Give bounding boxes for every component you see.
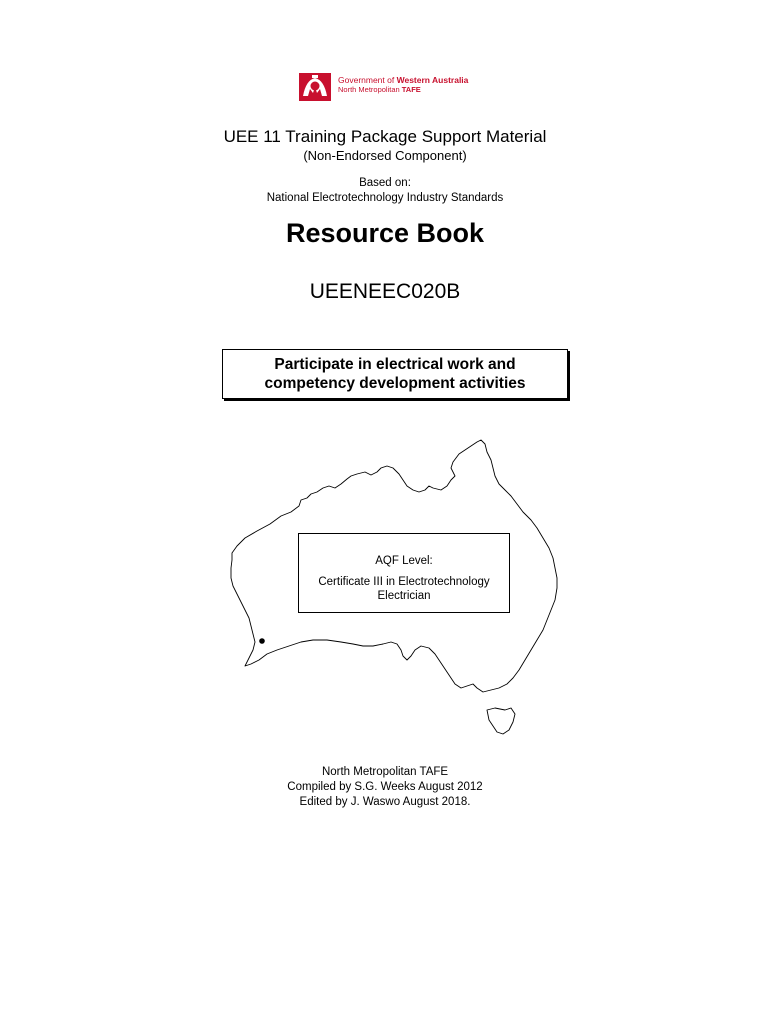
tasmania-outline xyxy=(487,708,515,734)
unit-title-line1: Participate in electrical work and xyxy=(274,356,516,373)
based-on-value: National Electrotechnology Industry Standards xyxy=(266,192,504,204)
perth-location-dot xyxy=(259,638,265,644)
unit-title-box xyxy=(222,349,568,399)
aqf-level-value-line1: Certificate III in Electrotechnology xyxy=(318,576,490,588)
government-logo xyxy=(298,72,478,104)
unit-title-line2: competency development activities xyxy=(264,375,526,392)
non-endorsed-note: (Non-Endorsed Component) xyxy=(303,148,467,163)
logo-tafe-text: North Metropolitan TAFE xyxy=(338,85,421,94)
based-on-label: Based on: xyxy=(359,177,411,189)
unit-code: UEENEEC020B xyxy=(309,280,461,303)
footer-edited-by: Edited by J. Waswo August 2018. xyxy=(299,796,471,808)
support-material-title: UEE 11 Training Package Support Material xyxy=(223,127,547,146)
footer-compiled-by: Compiled by S.G. Weeks August 2012 xyxy=(287,781,483,793)
aqf-level-value-line2: Electrician xyxy=(377,590,431,602)
page-title: Resource Book xyxy=(285,218,485,248)
logo-government-text: Government of Western Australia xyxy=(338,75,469,85)
wa-crest-icon xyxy=(298,72,332,102)
aqf-level-label: AQF Level: xyxy=(375,555,433,567)
aqf-level-box xyxy=(298,533,510,613)
footer-institution: North Metropolitan TAFE xyxy=(321,766,449,778)
